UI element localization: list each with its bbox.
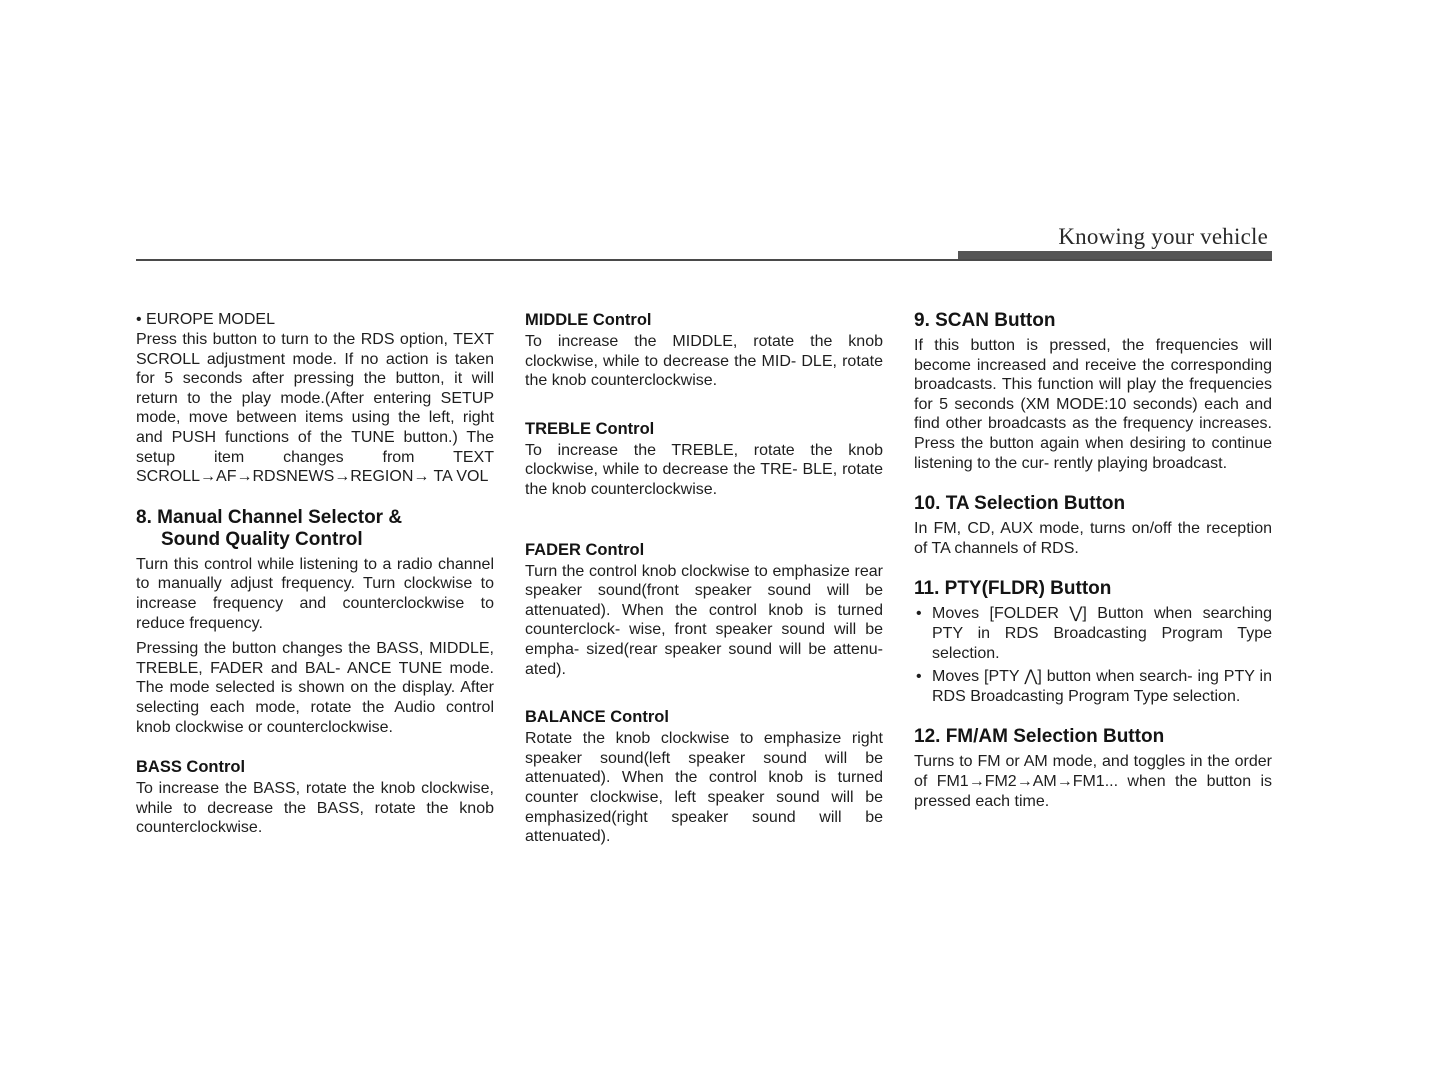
manual-channel-paragraph-2: Pressing the button changes the BASS, MIDDLE, TREBLE, FADER and BAL- ANCE TUNE mode. The mode selected is shown on the display. After selecting each mode, rotate the Audio control knob clockwise or counterclockwise. (136, 640, 494, 736)
page-header-title: Knowing your vehicle (1058, 224, 1268, 249)
fmam-selection-text: Turns to FM or AM mode, and toggles in the order of FM1→FM2→AM→FM1... when the button is pressed each time. (914, 753, 1272, 810)
ta-selection-title: 10. TA Selection Button (914, 493, 1126, 515)
header-rule (136, 259, 1272, 261)
manual-channel-title-line1: 8. Manual Channel Selector & (136, 506, 403, 528)
fader-control-text: Turn the control knob clockwise to emphasize rear speaker sound(front speaker sound will be attenuated). When the control knob is turned counterclock- wise, front speaker sound will be empha- sized(rear speaker sound will be attenu- ated). (525, 562, 883, 678)
pty-button-list (914, 604, 1272, 706)
list-item: • Moves [FOLDER ⋁] Button when searching PTY in RDS Broadcasting Program Type selection. (914, 604, 1272, 663)
column-1 (136, 310, 494, 844)
column-3 (914, 310, 1272, 817)
column-2 (525, 310, 883, 853)
ta-selection-text: In FM, CD, AUX mode, turns on/off the reception of TA channels of RDS. (914, 520, 1272, 557)
europe-model-label: • EUROPE MODEL (136, 311, 275, 328)
bass-control-text: To increase the BASS, rotate the knob clockwise, while to decrease the BASS, rotate the knob counterclockwise. (136, 780, 494, 837)
middle-control-text: To increase the MIDDLE, rotate the knob clockwise, while to decrease the MID- DLE, rotate the knob counterclockwise. (525, 333, 883, 390)
middle-control-title: MIDDLE Control (525, 311, 652, 329)
manual-channel-title (136, 507, 494, 551)
balance-control-text: Rotate the knob clockwise to emphasize right speaker sound(left speaker sound will be attenuated). When the control knob is turned counter clockwise, left speaker sound will be emphasized(right speaker sound will be attenuated). (525, 730, 883, 846)
fmam-selection-title: 12. FM/AM Selection Button (914, 726, 1165, 748)
scan-button-text: If this button is pressed, the frequencies will become increased and receive the corresponding broadcasts. This function will play the frequencies for 5 seconds (XM MODE:10 seconds) each and find other broadcasts as the frequency increases. Press the button again when desiring to continue listening to the cur- rently playing broadcast. (914, 337, 1272, 472)
treble-control-title: TREBLE Control (525, 419, 655, 438)
europe-model-text: Press this button to turn to the RDS option, TEXT SCROLL adjustment mode. If no action is taken for 5 seconds after pressing the button, it will return to the play mode.(After entering SETUP mode, move between items using the left, right and PUSH functions of the TUNE button.) The setup item changes from TEXT SCROLL→AF→RDSNEWS→REGION→ TA VOL (136, 331, 494, 486)
pty-button-title: 11. PTY(FLDR) Button (914, 578, 1112, 600)
manual-channel-paragraph-1: Turn this control while listening to a radio channel to manually adjust frequency. Turn clockwise to increase frequency and counterclockwise to reduce frequency. (136, 555, 494, 632)
manual-channel-title-line2: Sound Quality Control (161, 528, 363, 550)
balance-control-title: BALANCE Control (525, 708, 669, 727)
fader-control-title: FADER Control (525, 540, 645, 559)
scan-button-title: 9. SCAN Button (914, 310, 1056, 331)
bass-control-title: BASS Control (136, 758, 246, 777)
list-item: • Moves [PTY ⋀] button when search- ing PTY in RDS Broadcasting Program Type selection. (914, 667, 1272, 706)
treble-control-text: To increase the TREBLE, rotate the knob clockwise, while to decrease the TRE- BLE, rotate the knob counterclockwise. (525, 441, 883, 498)
